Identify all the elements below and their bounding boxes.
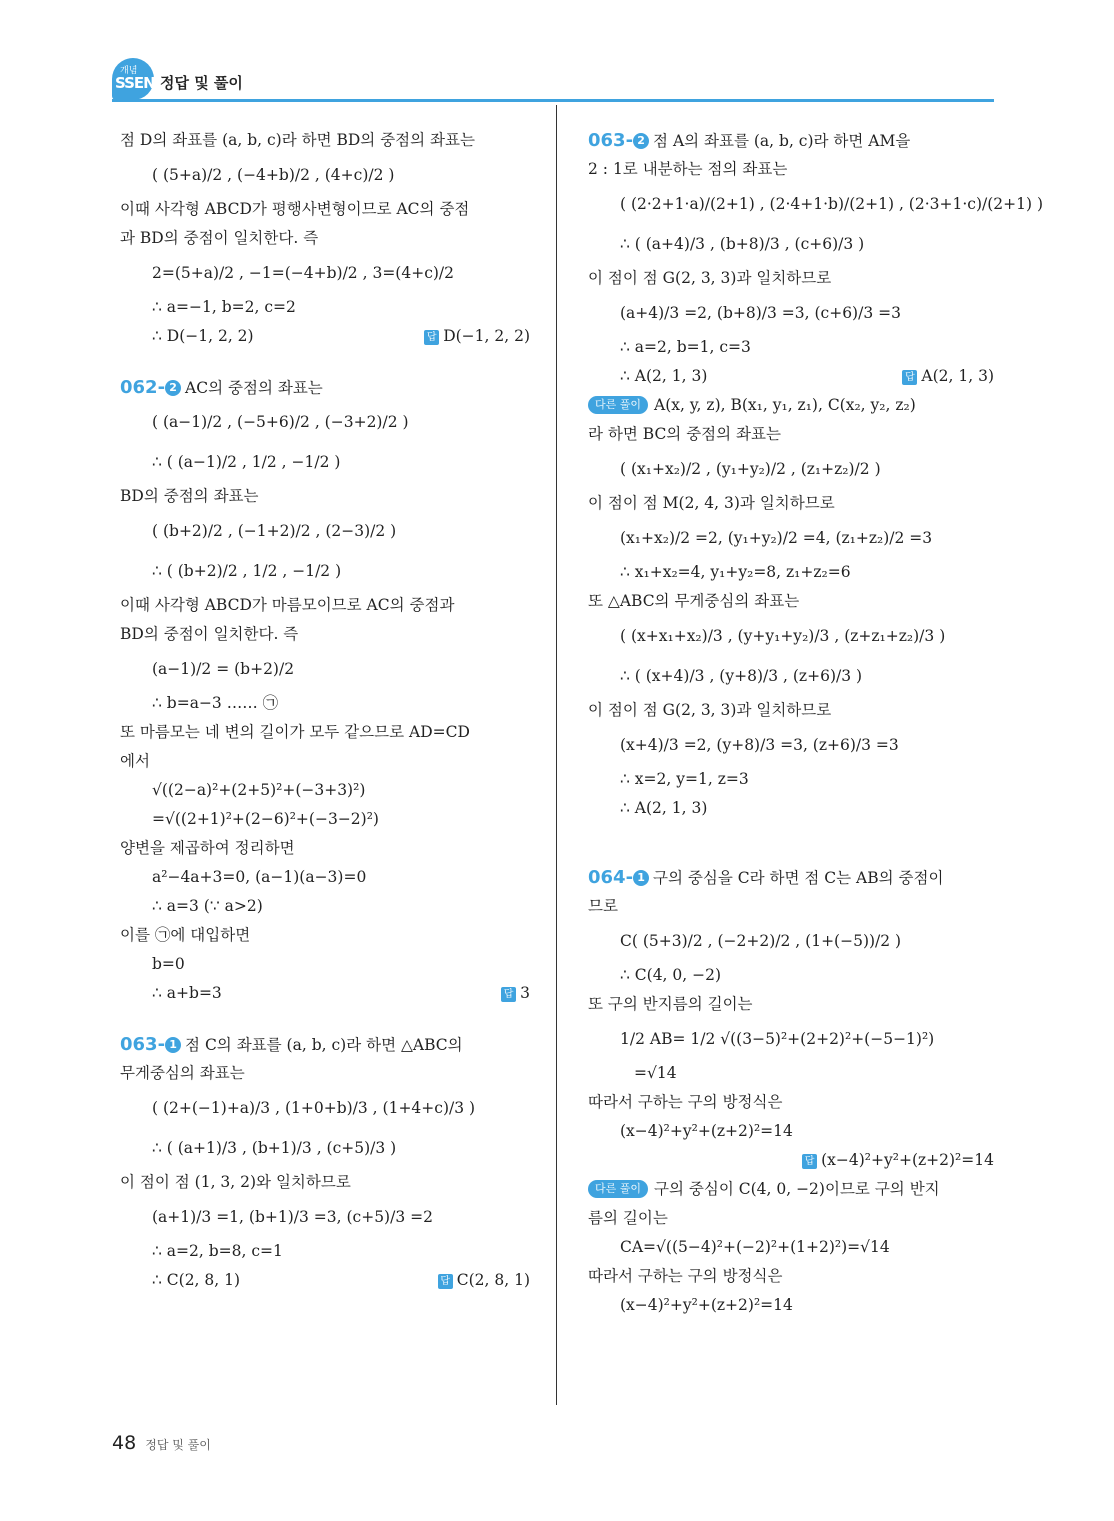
line-text: ∴ ( (a−1)/2 , 1/2 , −1/2 ) xyxy=(152,453,341,471)
line-text: ∴ ( (a+1)/3 , (b+1)/3 , (c+5)/3 ) xyxy=(152,1139,397,1157)
line-text: 이때 사각형 ABCD가 평행사변형이므로 AC의 중점 xyxy=(120,200,470,218)
solution-line xyxy=(120,322,530,351)
answer-value: (x−4)²+y²+(z+2)²=14 xyxy=(821,1151,994,1169)
solution-line xyxy=(588,1088,994,1117)
solution-line xyxy=(120,1237,530,1266)
solution-line xyxy=(588,765,994,794)
level-circle-icon: 1 xyxy=(633,870,649,886)
solution-line xyxy=(588,725,994,765)
answer xyxy=(802,1146,994,1175)
line-text: ∴ a=2, b=8, c=1 xyxy=(152,1242,283,1260)
page-header xyxy=(112,58,992,104)
level-circle-icon: 2 xyxy=(633,133,649,149)
line-text: ( (x+x₁+x₂)/3 , (y+y₁+y₂)/3 , (z+z₁+z₂)/3 ) xyxy=(620,627,946,645)
solution-line xyxy=(588,587,994,616)
answer-mark-icon: 답 xyxy=(802,1154,817,1169)
answer-mark-icon: 답 xyxy=(501,987,516,1002)
solution-line xyxy=(120,126,530,155)
answer-mark-icon: 답 xyxy=(902,370,917,385)
line-text: 이를 ㉠에 대입하면 xyxy=(120,926,251,944)
header-title: 정답 및 풀이 xyxy=(160,74,243,92)
answer xyxy=(501,979,530,1008)
line-text: ( (2·2+1·a)/(2+1) , (2·4+1·b)/(2+1) , (2·3+1·c)/(2+1) ) xyxy=(620,195,1043,213)
alt-solution-badge: 다른 풀이 xyxy=(588,1180,648,1198)
solution-line xyxy=(120,1168,530,1197)
solution-line xyxy=(588,126,994,155)
line-text: ∴ ( (b+2)/2 , 1/2 , −1/2 ) xyxy=(152,562,342,580)
solution-line xyxy=(588,1146,994,1175)
line-text: 점 C의 좌표를 (a, b, c)라 하면 △ABC의 xyxy=(185,1036,463,1054)
solution-line xyxy=(120,195,530,224)
alt-solution-badge: 다른 풀이 xyxy=(588,396,648,414)
line-text: BD의 중점의 좌표는 xyxy=(120,487,259,505)
line-text: 이 점이 점 G(2, 3, 3)과 일치하므로 xyxy=(588,701,832,719)
line-text: 구의 중심을 C라 하면 점 C는 AB의 중점이 xyxy=(653,869,944,887)
line-text: 2=(5+a)/2 , −1=(−4+b)/2 , 3=(4+c)/2 xyxy=(152,264,455,282)
solution-line xyxy=(120,551,530,591)
column-divider xyxy=(556,105,557,1405)
line-text: C( (5+3)/2 , (−2+2)/2 , (1+(−5))/2 ) xyxy=(620,932,902,950)
solution-line xyxy=(120,892,530,921)
solution-line xyxy=(588,1117,994,1146)
solution-line xyxy=(588,264,994,293)
solution-line xyxy=(588,696,994,725)
line-text: AC의 중점의 좌표는 xyxy=(185,379,323,397)
line-text: ∴ C(4, 0, −2) xyxy=(620,966,722,984)
line-text: ∴ x₁+x₂=4, y₁+y₂=8, z₁+z₂=6 xyxy=(620,563,851,581)
solution-line xyxy=(120,620,530,649)
solution-line xyxy=(588,794,994,823)
line-text: 점 D의 좌표를 (a, b, c)라 하면 BD의 중점의 좌표는 xyxy=(120,131,475,149)
line-text: =√14 xyxy=(634,1064,677,1082)
line-text: 따라서 구하는 구의 방정식은 xyxy=(588,1267,783,1285)
line-text: 에서 xyxy=(120,752,150,770)
right-column xyxy=(588,126,1043,1320)
solution-line xyxy=(588,333,994,362)
solution-line xyxy=(588,921,994,961)
line-text: ∴ D(−1, 2, 2) xyxy=(152,327,254,345)
line-text: 무게중심의 좌표는 xyxy=(120,1064,245,1082)
line-text: b=0 xyxy=(152,955,185,973)
solution-line xyxy=(120,373,530,402)
solution-line xyxy=(588,892,994,921)
line-text: 또 구의 반지름의 길이는 xyxy=(588,995,753,1013)
level-circle-icon: 1 xyxy=(165,1037,181,1053)
line-text: 또 △ABC의 무게중심의 좌표는 xyxy=(588,592,800,610)
solution-line xyxy=(588,362,994,391)
solution-line xyxy=(120,402,530,442)
solution-line xyxy=(588,616,994,656)
level-circle-icon: 2 xyxy=(165,380,181,396)
solution-line xyxy=(120,511,530,551)
solution-line xyxy=(588,1204,994,1233)
line-text: √((2−a)²+(2+5)²+(−3+3)²) xyxy=(152,781,366,799)
line-text: =√((2+1)²+(2−6)²+(−3−2)²) xyxy=(152,810,379,828)
solution-line xyxy=(588,518,994,558)
problem-number: 064- 1 xyxy=(588,867,649,888)
answer xyxy=(424,322,530,351)
solution-line xyxy=(120,689,530,718)
line-text: 름의 길이는 xyxy=(588,1209,668,1227)
solution-line xyxy=(588,1019,994,1059)
solution-line xyxy=(588,1233,994,1262)
line-text: 므로 xyxy=(588,897,618,915)
line-text: CA=√((5−4)²+(−2)²+(1+2)²)=√14 xyxy=(620,1238,890,1256)
line-text: (x−4)²+y²+(z+2)²=14 xyxy=(620,1296,793,1314)
left-column xyxy=(120,126,530,1295)
line-text: 점 A의 좌표를 (a, b, c)라 하면 AM을 xyxy=(653,132,911,150)
line-text: (a+4)/3 =2, (b+8)/3 =3, (c+6)/3 =3 xyxy=(620,304,901,322)
line-text: 1/2 AB= 1/2 √((3−5)²+(2+2)²+(−5−1)²) xyxy=(620,1030,935,1048)
solution-line xyxy=(120,979,530,1008)
line-text: ∴ a+b=3 xyxy=(152,984,222,1002)
solution-line xyxy=(120,718,530,747)
line-text: ∴ ( (a+4)/3 , (b+8)/3 , (c+6)/3 ) xyxy=(620,235,865,253)
solution-line xyxy=(588,489,994,518)
footer-text: 정답 및 풀이 xyxy=(145,1438,211,1452)
line-text: 이 점이 점 G(2, 3, 3)과 일치하므로 xyxy=(588,269,832,287)
line-text: a²−4a+3=0, (a−1)(a−3)=0 xyxy=(152,868,367,886)
solution-line xyxy=(120,591,530,620)
line-text: ( (5+a)/2 , (−4+b)/2 , (4+c)/2 ) xyxy=(152,166,395,184)
solution-line xyxy=(588,391,994,420)
solution-line xyxy=(588,558,994,587)
line-text: (x₁+x₂)/2 =2, (y₁+y₂)/2 =4, (z₁+z₂)/2 =3 xyxy=(620,529,933,547)
line-text: (a+1)/3 =1, (b+1)/3 =3, (c+5)/3 =2 xyxy=(152,1208,433,1226)
line-text: BD의 중점이 일치한다. 즉 xyxy=(120,625,299,643)
line-text: ∴ x=2, y=1, z=3 xyxy=(620,770,749,788)
solution-line xyxy=(588,224,994,264)
line-text: ( (b+2)/2 , (−1+2)/2 , (2−3)/2 ) xyxy=(152,522,397,540)
solution-line xyxy=(588,449,994,489)
solution-line xyxy=(120,863,530,892)
line-text: 라 하면 BC의 중점의 좌표는 xyxy=(588,425,781,443)
solution-line xyxy=(120,1266,530,1295)
solution-line xyxy=(120,482,530,511)
solution-line xyxy=(120,649,530,689)
solution-line xyxy=(588,293,994,333)
solution-line xyxy=(588,863,994,892)
solution-line xyxy=(120,293,530,322)
line-text: ∴ b=a−3 …… ㉠ xyxy=(152,694,279,712)
solution-line xyxy=(120,224,530,253)
solution-line xyxy=(120,950,530,979)
problem-number: 063- 2 xyxy=(588,130,649,151)
line-text: ∴ a=3 (∵ a>2) xyxy=(152,897,263,915)
solution-line xyxy=(588,420,994,449)
solution-line xyxy=(120,1128,530,1168)
solution-line xyxy=(588,155,994,184)
line-text: 이 점이 점 M(2, 4, 3)과 일치하므로 xyxy=(588,494,835,512)
line-text: ∴ A(2, 1, 3) xyxy=(620,799,708,817)
line-text: 따라서 구하는 구의 방정식은 xyxy=(588,1093,783,1111)
line-text: ∴ a=−1, b=2, c=2 xyxy=(152,298,296,316)
line-text: 이때 사각형 ABCD가 마름모이므로 AC의 중점과 xyxy=(120,596,455,614)
solution-line xyxy=(120,776,530,805)
answer-value: D(−1, 2, 2) xyxy=(443,327,530,345)
solution-line xyxy=(120,747,530,776)
line-text: ( (a−1)/2 , (−5+6)/2 , (−3+2)/2 ) xyxy=(152,413,409,431)
line-text: 2 : 1로 내분하는 점의 좌표는 xyxy=(588,160,788,178)
answer-value: C(2, 8, 1) xyxy=(456,1271,530,1289)
solution-line xyxy=(120,1030,530,1059)
line-text: ∴ C(2, 8, 1) xyxy=(152,1271,241,1289)
solution-line xyxy=(120,1088,530,1128)
solution-line xyxy=(588,1291,994,1320)
solution-line xyxy=(588,656,994,696)
line-text: ( (2+(−1)+a)/3 , (1+0+b)/3 , (1+4+c)/3 ) xyxy=(152,1099,476,1117)
problem-number: 063- 1 xyxy=(120,1034,181,1055)
solution-line xyxy=(120,921,530,950)
answer-mark-icon: 답 xyxy=(424,330,439,345)
answer xyxy=(438,1266,530,1295)
line-text: 이 점이 점 (1, 3, 2)와 일치하므로 xyxy=(120,1173,351,1191)
solution-line xyxy=(120,1059,530,1088)
line-text: (x−4)²+y²+(z+2)²=14 xyxy=(620,1122,793,1140)
line-text: (a−1)/2 = (b+2)/2 xyxy=(152,660,295,678)
line-text: ∴ A(2, 1, 3) xyxy=(620,367,708,385)
line-text: 과 BD의 중점이 일치한다. 즉 xyxy=(120,229,319,247)
brand-logo: 개념 SSEN xyxy=(112,58,154,100)
line-text: 양변을 제곱하여 정리하면 xyxy=(120,839,295,857)
page-footer xyxy=(112,1432,211,1454)
solution-line xyxy=(588,990,994,1019)
answer-value: A(2, 1, 3) xyxy=(921,367,994,385)
problem-number: 062- 2 xyxy=(120,377,181,398)
line-text: ∴ a=2, b=1, c=3 xyxy=(620,338,751,356)
answer-value: 3 xyxy=(520,984,530,1002)
line-text: 또 마름모는 네 변의 길이가 모두 같으므로 AD=CD xyxy=(120,723,470,741)
solution-line xyxy=(120,805,530,834)
solution-line xyxy=(588,184,1043,224)
solution-line xyxy=(588,1175,994,1204)
line-text: 구의 중심이 C(4, 0, −2)이므로 구의 반지 xyxy=(654,1180,940,1198)
line-text: (x+4)/3 =2, (y+8)/3 =3, (z+6)/3 =3 xyxy=(620,736,899,754)
solution-line xyxy=(120,1197,530,1237)
solution-line xyxy=(120,834,530,863)
solution-line xyxy=(588,1262,994,1291)
page-number: 48 xyxy=(112,1432,137,1454)
line-text: A(x, y, z), B(x₁, y₁, z₁), C(x₂, y₂, z₂) xyxy=(654,396,916,414)
header-divider xyxy=(112,99,994,102)
answer xyxy=(902,362,994,391)
line-text: ( (x₁+x₂)/2 , (y₁+y₂)/2 , (z₁+z₂)/2 ) xyxy=(620,460,881,478)
answer-mark-icon: 답 xyxy=(438,1274,453,1289)
solution-line xyxy=(120,155,530,195)
line-text: ∴ ( (x+4)/3 , (y+8)/3 , (z+6)/3 ) xyxy=(620,667,863,685)
solution-line xyxy=(588,1059,994,1088)
solution-line xyxy=(588,961,994,990)
solution-line xyxy=(120,253,530,293)
solution-line xyxy=(120,442,530,482)
